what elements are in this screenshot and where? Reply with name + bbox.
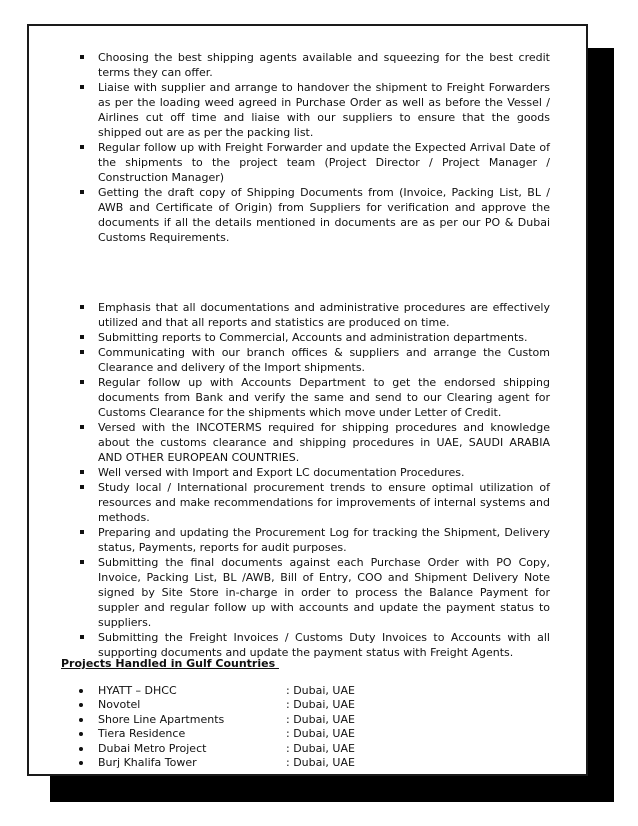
project-row [60,698,460,712]
project-location: : Dubai, UAE [286,741,355,755]
project-location: : Dubai, UAE [286,712,355,726]
project-location: : Dubai, UAE [286,698,355,712]
list-item: Submitting the Freight Invoices / Customs Duty Invoices to Accounts with all supporting documents and update the payment status with Freight Agents. [60,630,550,660]
project-name: HYATT – DHCC [98,684,177,697]
bullet-icon [79,732,83,736]
list-item: Regular follow up with Accounts Department to get the endorsed shipping documents from Bank and verify the same and send to our Clearing agent for Customs Clearance for the shipments which move under Letter of Credit. [60,375,550,420]
project-name: Dubai Metro Project [98,741,207,755]
bullet-icon [79,747,83,751]
project-location: : Dubai, UAE [286,684,355,697]
responsibilities-list-part1 [60,50,550,245]
page-shadow-right [588,48,614,802]
list-item: Preparing and updating the Procurement Log for tracking the Shipment, Delivery status, Payments, reports for audit purposes. [60,525,550,555]
page-shadow-bottom [50,775,614,802]
list-item: Submitting the final documents against each Purchase Order with PO Copy, Invoice, Packing List, BL /AWB, Bill of Entry, COO and Shipment Delivery Note signed by Site Store in-charge in order to process the Balance Payment for suppler and regular follow up with accounts and update the payment status to suppliers. [60,555,550,630]
project-row [60,727,460,741]
list-item: Emphasis that all documentations and administrative procedures are effectively utilized and that all reports and statistics are produced on time. [60,300,550,330]
list-item: Getting the draft copy of Shipping Documents from (Invoice, Packing List, BL / AWB and Certificate of Origin) from Suppliers for verification and approve the documents if all the details mentioned in documents are as per our PO & Dubai Customs Requirements. [60,185,550,245]
list-item: Communicating with our branch offices & suppliers and arrange the Custom Clearance and delivery of the Import shipments. [60,345,550,375]
list-item: Choosing the best shipping agents available and squeezing for the best credit terms they can offer. [60,50,550,80]
list-item: Well versed with Import and Export LC documentation Procedures. [60,465,550,480]
list-item: Submitting reports to Commercial, Accounts and administration departments. [60,330,550,345]
project-location: : Dubai, UAE [286,727,355,741]
project-name: Tiera Residence [98,727,186,741]
projects-heading: Projects Handled in Gulf Countries [61,657,279,670]
bullet-icon [79,689,83,693]
project-location: : Dubai, UAE [286,755,355,769]
project-row [60,684,460,698]
list-item: Regular follow up with Freight Forwarder and update the Expected Arrival Date of the shipments to the project team (Project Director / Project Manager / Construction Manager) [60,140,550,185]
bullet-icon [79,761,83,765]
list-item: Study local / International procurement trends to ensure optimal utilization of resources and make recommendations for improvements of internal systems and methods. [60,480,550,525]
project-row [60,742,460,756]
bullet-icon [79,718,83,722]
project-name: Burj Khalifa Tower [98,755,197,769]
project-row [60,713,460,727]
list-item: Liaise with supplier and arrange to handover the shipment to Freight Forwarders as per the loading weed agreed in Purchase Order as well as before the Vessel / Airlines cut off time and liaise with our suppliers to ensure that the goods shipped out are as per the packing list. [60,80,550,140]
project-name: Novotel [98,698,141,712]
project-name: Shore Line Apartments [98,712,225,726]
bullet-icon [79,703,83,707]
project-row [60,756,460,770]
responsibilities-list-part2 [60,300,550,660]
list-item: Versed with the INCOTERMS required for shipping procedures and knowledge about the customs clearance and shipping procedures in UAE, SAUDI ARABIA AND OTHER EUROPEAN COUNTRIES. [60,420,550,465]
projects-list [60,684,460,770]
